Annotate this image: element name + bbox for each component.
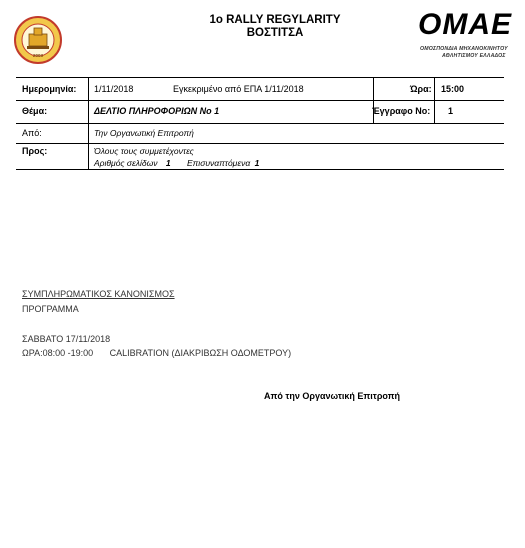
document-number-label: Έγγραφο Νο:	[372, 106, 431, 116]
date-label: Ημερομηνία:	[22, 84, 77, 94]
regulation-heading: ΣΥΜΠΛΗΡΩΜΑΤΙΚΟΣ ΚΑΝΟΝΙΣΜΟΣ	[22, 289, 175, 299]
subject-value: ΔΕΛΤΙΟ ΠΛΗΡΟΦΟΡΙΩΝ Νο 1	[94, 106, 220, 116]
schedule-time: ΩΡΑ:08:00 -19:00	[22, 348, 94, 358]
program-heading: ΠΡΟΓΡΑΜΜΑ	[22, 304, 79, 314]
signature: Από την Οργανωτική Επιτροπή	[264, 391, 401, 401]
document-info-table	[16, 77, 504, 170]
to-value: Όλους τους συμμετέχοντες	[94, 146, 194, 156]
from-label: Από:	[22, 128, 42, 138]
date-value: 1/11/2018	[94, 84, 134, 94]
omae-logo	[418, 8, 510, 68]
document-title-line1: 1o RALLY REGYLARITY	[209, 14, 341, 26]
time-value: 15:00	[441, 84, 465, 94]
event-day: ΣΑΒΒΑΤΟ 17/11/2018	[22, 334, 111, 344]
attachments-label: Επισυναπτόμενα	[186, 158, 251, 168]
approval-text: Εγκεκριμένο από ΕΠΑ 1/11/2018	[173, 84, 304, 94]
pages-value: 1	[165, 158, 171, 168]
logo-year: 2003	[32, 53, 44, 58]
document-title-line2: ΒΟΣΤΙΤΣΑ	[246, 27, 304, 39]
attachments-value: 1	[254, 158, 260, 168]
omae-logo-subtitle-2: ΑΘΛΗΤΙΣΜΟΥ ΕΛΛΑΔΟΣ	[442, 53, 506, 59]
pages-label: Αριθμός σελίδων	[94, 158, 158, 168]
from-value: Την Οργανωτική Επιτροπή	[94, 128, 194, 138]
to-label: Προς:	[22, 146, 48, 156]
schedule-activity: CALIBRATION (ΔΙΑΚΡΙΒΩΣΗ ΟΔΟΜΕΤΡΟΥ)	[109, 348, 292, 358]
subject-label: Θέμα:	[22, 106, 48, 116]
omae-logo-word: OMAE	[418, 8, 512, 41]
schedule-line	[22, 348, 291, 358]
club-logo	[14, 16, 62, 64]
omae-logo-subtitle-1: ΟΜΟΣΠΟΝΔΙΑ ΜΗΧΑΝΟΚΙΝΗΤΟΥ	[420, 46, 508, 52]
document-number-value: 1	[448, 106, 454, 116]
time-label: Ώρα:	[410, 84, 432, 94]
pages-line	[94, 158, 259, 168]
